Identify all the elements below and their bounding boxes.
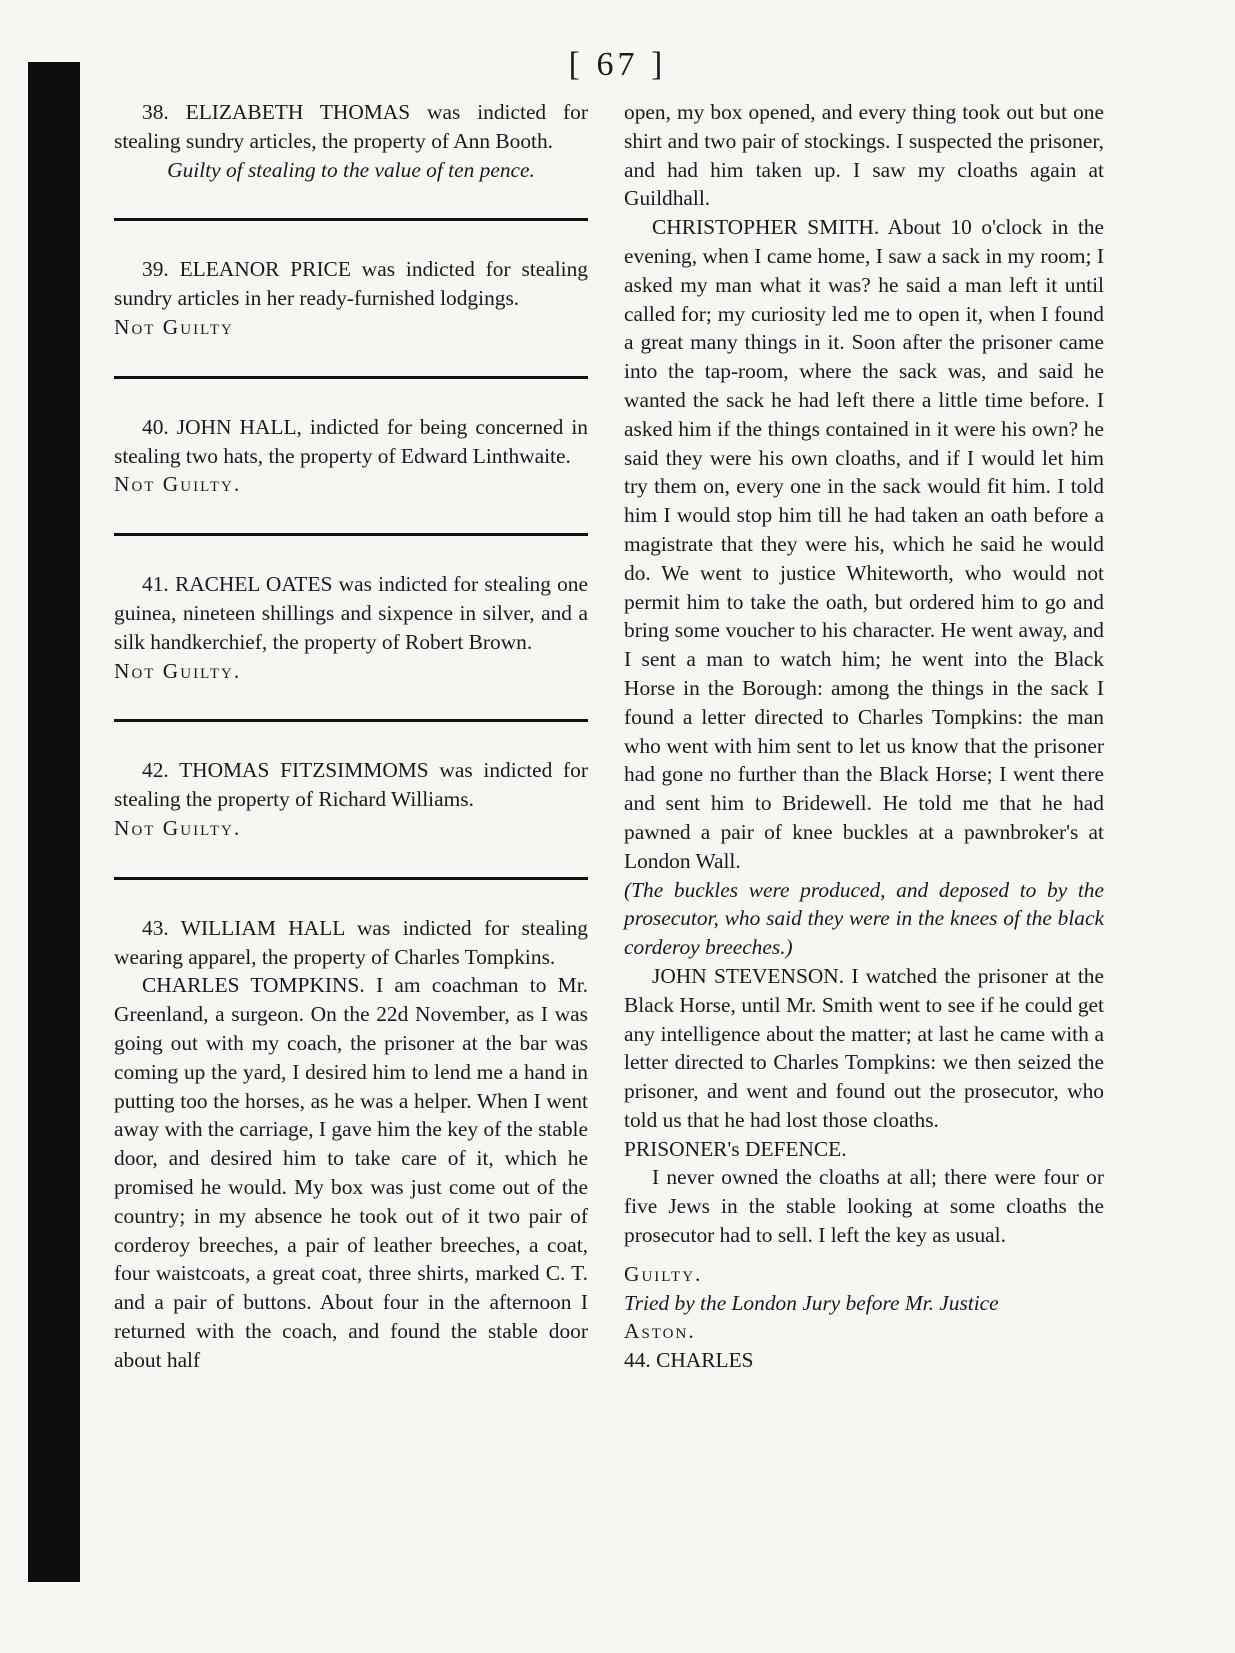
entry-text: 43. WILLIAM HALL was indicted for stealing wearing apparel, the property of Charles Tompkins. <box>114 915 588 969</box>
divider <box>114 877 588 880</box>
testimony-note: (The buckles were produced, and deposed to by the prosecutor, who said they were in the knees of the black corderoy breeches.) <box>624 877 1104 960</box>
testimony-tompkins: CHARLES TOMPKINS. I am coachman to Mr. Greenland, a surgeon. On the 22d November, as I was going out with my coach, the prisoner at the bar was coming up the yard, I desired him to lend me a hand in putting too the horses, as he was a helper. When I went away with the carriage, I gave him the key of the stable door, and desired him to take care of it, which he promised he would. My box was just come out of the country; in my absence he took out of it two pair of corderoy breeches, a pair of leather breeches, a coat, four waistcoats, a great coat, three shirts, marked C. T. and a pair of buttons. About four in the afternoon I returned with the coach, and found the stable door about half <box>114 973 588 1372</box>
entry-40 <box>114 413 588 499</box>
justice-name: Aston. <box>624 1319 696 1344</box>
divider <box>114 719 588 722</box>
left-column <box>114 98 588 1375</box>
testimony-continuation: open, my box opened, and every thing took out but one shirt and two pair of stockings. I suspected the prisoner, and had him taken up. I saw my cloaths again at Guildhall. <box>624 100 1104 211</box>
testimony-smith: CHRISTOPHER SMITH. About 10 o'clock in the evening, when I came home, I saw a sack in my room; I asked my man what it was? he said a man left it until called for; my curiosity led me to open it, when I found a great many things in it. Soon after the prisoner came into the tap-room, where the sack was, and said he wanted the sack he had left there a little time before. I asked him if the things contained in it were his own? he said they were his own cloaths, and if I would let him try them on, every one in the sack would fit him. I told him I would stop him till he had taken an oath before a magistrate that they were his, which he said he would do. We went to justice Whiteworth, who would not permit him to take the oath, but ordered him to go and bring some voucher to his character. He went away, and I sent a man to watch him; he went into the Black Horse in the Borough: among the things in the sack I found a letter directed to Charles Tompkins: the man who went with him sent to let us know that the prisoner had gone no further than the Black Horse; I went there and sent him to Bridewell. He told me that he had pawned a pair of knee buckles at a pawnbroker's at London Wall. <box>624 215 1104 873</box>
divider <box>114 533 588 536</box>
verdict: Not Guilty <box>114 314 234 339</box>
entry-39 <box>114 255 588 341</box>
entry-42 <box>114 756 588 842</box>
verdict: Guilty of stealing to the value of ten pence. <box>167 157 535 182</box>
page-number: [ 67 ] <box>568 46 667 83</box>
entry-41 <box>114 570 588 685</box>
entry-text: 39. ELEANOR PRICE was indicted for stealing sundry articles in her ready-furnished lodgings. <box>114 257 588 311</box>
entry-43 <box>114 914 588 1375</box>
tried-line: Tried by the London Jury before Mr. Justice <box>624 1290 999 1315</box>
verdict: Guilty. <box>624 1261 703 1286</box>
right-column <box>624 98 1104 1375</box>
verdict: Not Guilty. <box>114 815 242 840</box>
divider <box>114 218 588 221</box>
entry-38 <box>114 98 588 184</box>
verdict: Not Guilty. <box>114 658 242 683</box>
entry-text: 38. ELIZABETH THOMAS was indicted for stealing sundry articles, the property of Ann Booth. <box>114 100 588 153</box>
testimony-stevenson: JOHN STEVENSON. I watched the prisoner at the Black Horse, until Mr. Smith went to see if he could get any intelligence about the matter; at last he came with a letter directed to Charles Tompkins: we then seized the prisoner, and went and found out the prosecutor, who told us that he had lost those cloaths. <box>624 963 1104 1132</box>
defence-text: I never owned the cloaths at all; there were four or five Jews in the stable looking at some cloaths the prosecutor had to sell. I left the key as usual. <box>624 1165 1104 1248</box>
verdict: Not Guilty. <box>114 472 242 497</box>
entry-text: 41. RACHEL OATES was indicted for stealing one guinea, nineteen shillings and sixpence in silver, and a silk handkerchief, the property of Robert Brown. <box>114 572 588 654</box>
book-spine-shadow <box>28 62 80 1582</box>
entry-text: 42. THOMAS FITZSIMMOMS was indicted for stealing the property of Richard Williams. <box>114 758 588 812</box>
entry-text: 40. JOHN HALL, indicted for being concerned in stealing two hats, the property of Edward Linthwaite. <box>114 414 588 468</box>
catchword: 44. CHARLES <box>624 1348 754 1373</box>
divider <box>114 376 588 379</box>
defence-heading: PRISONER's DEFENCE. <box>624 1136 847 1161</box>
